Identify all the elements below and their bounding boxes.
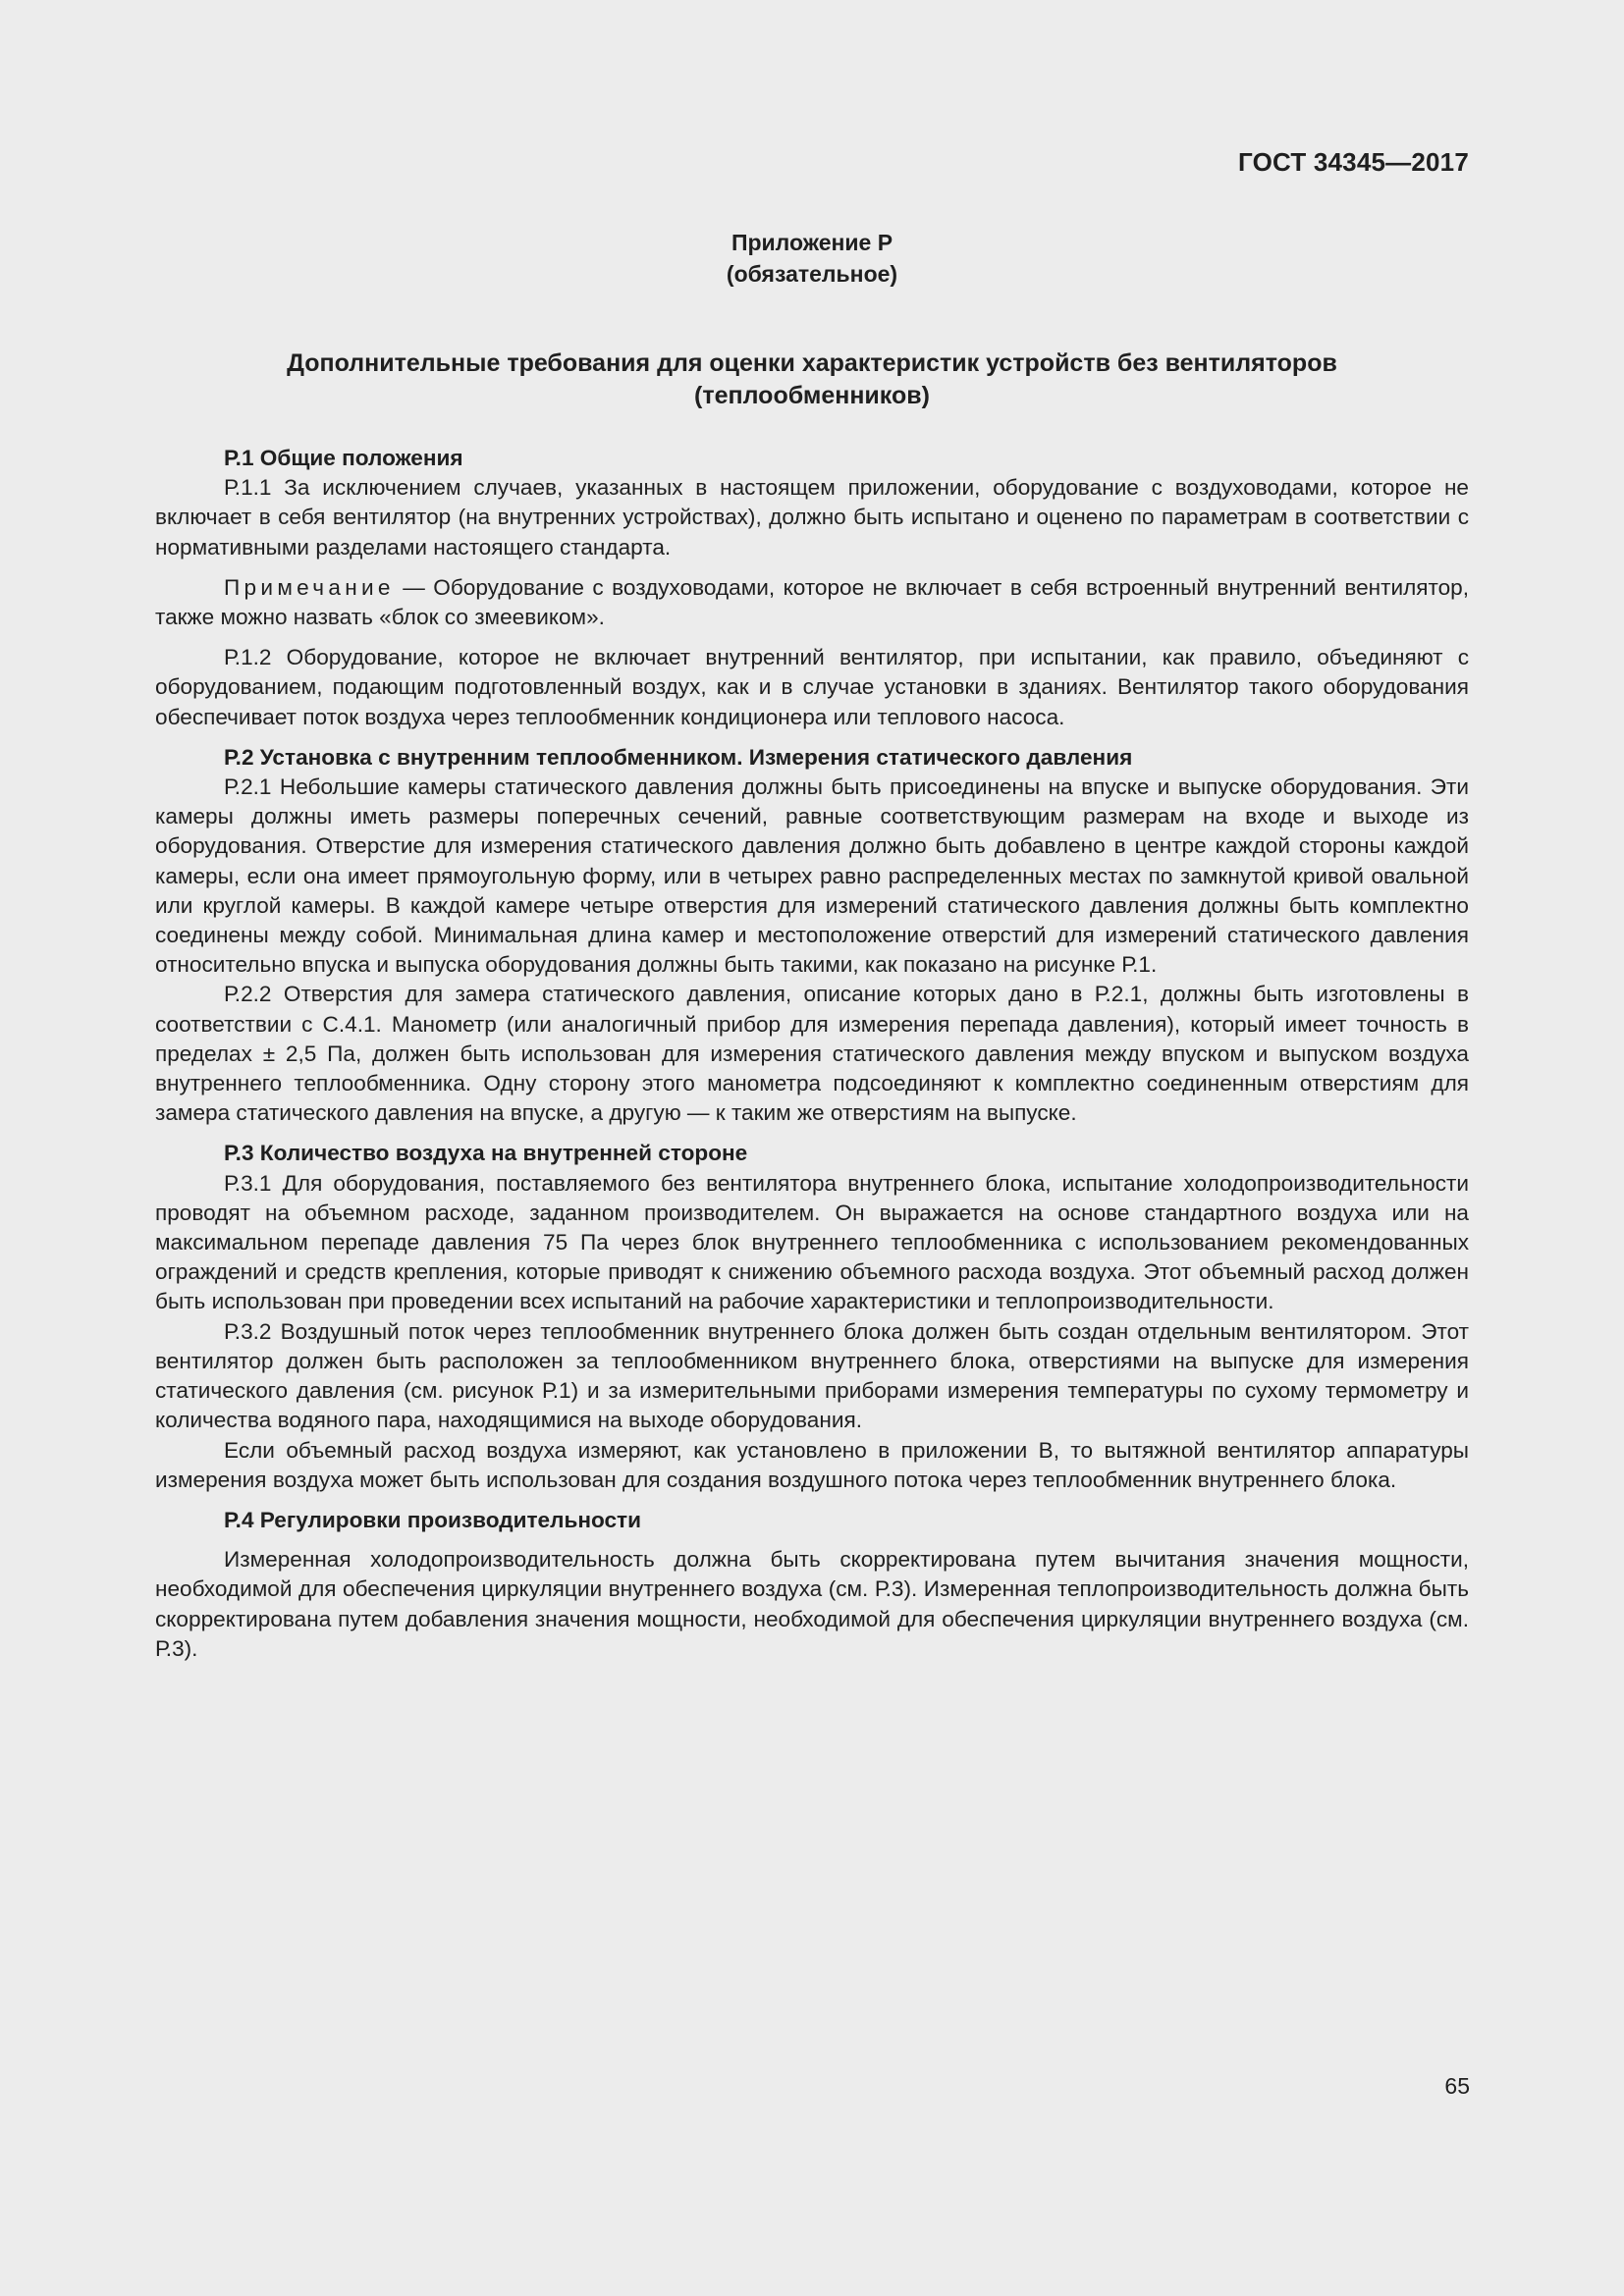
section-heading-p2: Р.2 Установка с внутренним теплообменником. Измерения статического давления (224, 744, 1133, 770)
paragraph-p3-3: Если объемный расход воздуха измеряют, как установлено в приложении В, то вытяжной вентилятор аппаратуры измерения воздуха может быть использован для создания воздушного потока через теплообменник внутреннего блока. (155, 1437, 1469, 1492)
section-heading-p1: Р.1 Общие положения (224, 446, 463, 470)
paragraph-p3-1: Р.3.1 Для оборудования, поставляемого без вентилятора внутреннего блока, испытание холодопроизводительности проводят на объемном расходе, заданном производителем. Он выражается на основе стандартного воздуха или на максимальном перепаде давления 75 Па через блок внутреннего теплообменника с использованием рекомендованных ограждений и средств крепления, которые приводят к снижению объемного расхода воздуха. Этот объемный расход должен быть использован при проведении всех испытаний на рабочие характеристики и теплопроизводительности. (155, 1170, 1469, 1314)
annex-title-line1: Дополнительные требования для оценки характеристик устройств без вентиляторов (287, 349, 1337, 377)
paragraph-p2-1: Р.2.1 Небольшие камеры статического давления должны быть присоединены на впуске и выпуске оборудования. Эти камеры должны иметь размеры поперечных сечений, равные соответствующим размерам на входе и выходе из оборудования. Отверстие для измерения статического давления должно быть добавлено в центре каждой стороны каждой камеры, если она имеет прямоугольную форму, или в четырех равно распределенных местах по замкнутой кривой овальной или круглой камеры. В каждой камере четыре отверстия для измерений статического давления должны быть комплектно соединены между собой. Минимальная длина камер и местоположение отверстий для измерений статического давления относительно впуска и выпуска оборудования должны быть такими, как показано на рисунке Р.1. (155, 774, 1469, 978)
note-label: Примечание (224, 574, 395, 600)
paragraph-p3-2: Р.3.2 Воздушный поток через теплообменник внутреннего блока должен быть создан отдельным вентилятором. Этот вентилятор должен быть расположен за теплообменником внутреннего блока, отверстиями на выпуске для измерения статического давления (см. рисунок Р.1) и за измерительными приборами измерения температуры по сухому термометру и количества водяного пара, находящимися на выходе оборудования. (155, 1318, 1469, 1433)
paragraph-p4-1: Измеренная холодопроизводительность должна быть скорректирована путем вычитания значения мощности, необходимой для обеспечения циркуляции внутреннего воздуха (см. Р.3). Измеренная теплопроизводительность должна быть скорректирована путем добавления значения мощности, необходимой для обеспечения циркуляции внутреннего воздуха (см. Р.3). (155, 1547, 1469, 1661)
note-paragraph (155, 573, 1469, 632)
paragraph-p2-2: Р.2.2 Отверстия для замера статического давления, описание которых дано в Р.2.1, должны быть изготовлены в соответствии с С.4.1. Манометр (или аналогичный прибор для измерения перепада давления), который имеет точность в пределах ± 2,5 Па, должен быть использован для измерения статического давления между впуском и выпуском воздуха внутреннего теплообменника. Одну сторону этого манометра подсоединяют к комплектно соединенным отверстиям для замера статического давления на впуске, а другую — к таким же отверстиям на выпуске. (155, 982, 1469, 1126)
note-text: — Оборудование с воздуховодами, которое не включает в себя встроенный внутренний вентилятор, также можно назвать «блок со змеевиком». (155, 574, 1469, 630)
annex-title-line2: (теплообменников) (694, 382, 930, 409)
paragraph-p1-1: Р.1.1 За исключением случаев, указанных в настоящем приложении, оборудование с воздуховодами, которое не включает в себя вентилятор (на внутренних устройствах), должно быть испытано и оценено по параметрам в соответствии с нормативными разделами настоящего стандарта. (155, 475, 1469, 560)
section-heading-p3: Р.3 Количество воздуха на внутренней стороне (224, 1141, 748, 1166)
document-code: ГОСТ 34345—2017 (1238, 147, 1469, 177)
section-heading-p4: Р.4 Регулировки производительности (224, 1507, 641, 1532)
document-body (155, 444, 1469, 1664)
page-number: 65 (1444, 2073, 1470, 2099)
annex-status: (обязательное) (726, 261, 898, 287)
paragraph-p1-2: Р.1.2 Оборудование, которое не включает внутренний вентилятор, при испытании, как правило, объединяют с оборудованием, подающим подготовленный воздух, как и в случае установки в зданиях. Вентилятор такого оборудования обеспечивает поток воздуха через теплообменник кондиционера или теплового насоса. (155, 645, 1469, 729)
annex-heading (0, 227, 1624, 290)
annex-title (196, 347, 1428, 412)
annex-name: Приложение Р (731, 230, 893, 255)
